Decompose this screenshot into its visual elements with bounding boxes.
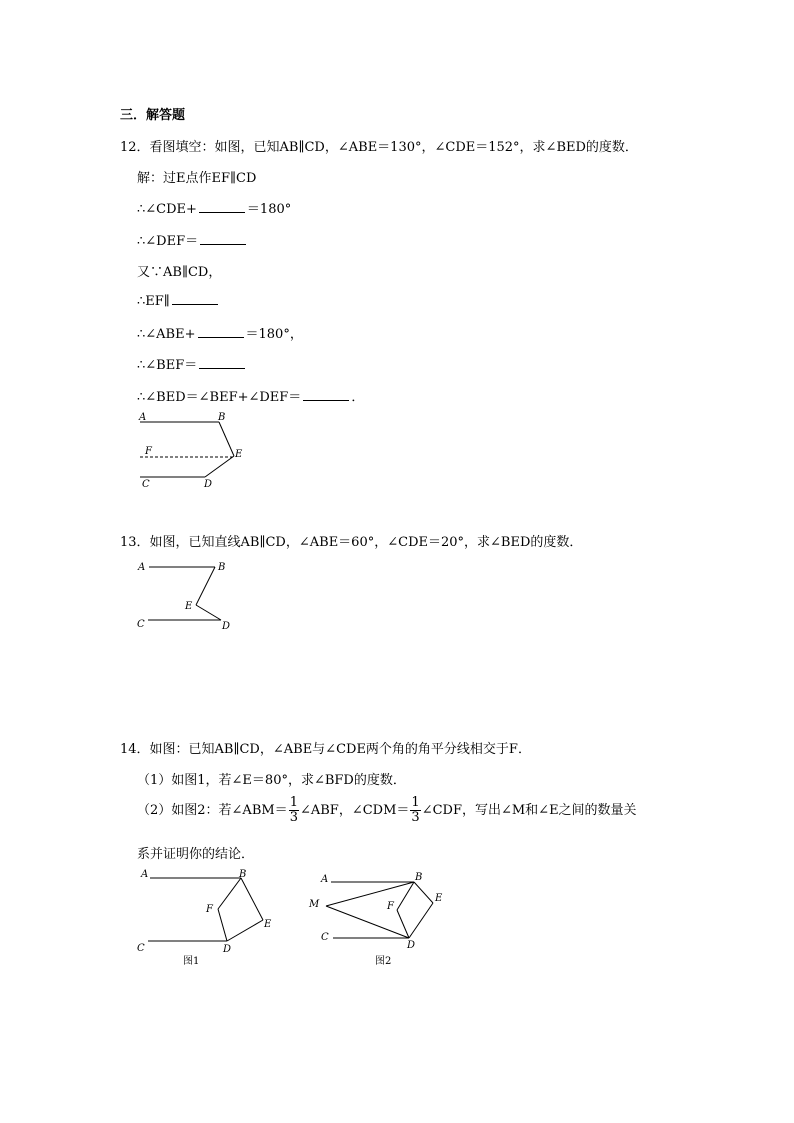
q14-figure-1 [135, 866, 285, 966]
step-text: ∴∠DEF＝ [137, 234, 199, 249]
step-text: ． [351, 390, 365, 405]
step-text: ∴∠CDE+ [137, 202, 197, 217]
label-C: C [321, 932, 329, 943]
answer-blank[interactable] [172, 292, 218, 305]
label-B: B [239, 869, 247, 880]
q12-figure [135, 410, 265, 490]
label-A: A [139, 412, 147, 423]
answer-blank[interactable] [198, 325, 244, 338]
label-B: B [218, 562, 226, 573]
q12-step-1 [137, 198, 291, 217]
label-E: E [435, 893, 443, 904]
step-text: ∴∠BEF＝ [137, 358, 198, 373]
label-E: E [235, 449, 243, 460]
part2-text: ∠ABF，∠CDM＝ [299, 803, 410, 818]
q12-step-7 [137, 386, 364, 405]
q14-part2 [137, 796, 637, 826]
answer-blank[interactable] [303, 388, 349, 401]
label-E: E [264, 919, 272, 930]
q12-solution-intro: 解：过E点作EF∥CD [137, 171, 257, 186]
part2-text: （2）如图2：若∠ABM＝ [137, 803, 288, 818]
step-text: ∴∠BED＝∠BEF+∠DEF＝ [137, 390, 302, 405]
q12-step-4 [137, 292, 220, 309]
step-text: ＝180° [246, 202, 292, 217]
fraction-one-third [410, 796, 420, 825]
label-A: A [138, 562, 146, 573]
answer-blank[interactable] [200, 232, 246, 245]
label-M: M [309, 899, 320, 910]
label-D: D [204, 479, 213, 490]
frac-numerator: 1 [289, 795, 298, 810]
label-D: D [222, 621, 231, 632]
label-C: C [142, 479, 150, 490]
label-C: C [137, 943, 145, 954]
q12-prompt: 12．看图填空：如图，已知AB∥CD，∠ABE＝130°，∠CDE＝152°，求∠BED的度数． [120, 140, 638, 155]
q14-part1: （1）如图1，若∠E＝80°，求∠BFD的度数． [137, 773, 406, 788]
q12-step-3: 又∵AB∥CD， [137, 265, 222, 280]
q13-prompt: 13．如图，已知直线AB∥CD，∠ABE＝60°，∠CDE＝20°，求∠BED的度数． [120, 535, 583, 550]
q12-step-5 [137, 323, 303, 342]
fraction-one-third [289, 796, 299, 825]
part2-text: ∠CDF，写出∠M和∠E之间的数量关 [421, 803, 637, 818]
q14-figure-2 [307, 866, 457, 966]
q14-part2-continued: 系并证明你的结论． [137, 847, 255, 862]
frac-numerator: 1 [411, 795, 420, 810]
answer-blank[interactable] [199, 200, 245, 213]
label-F: F [387, 901, 394, 912]
q12-step-2 [137, 230, 248, 249]
step-text: ∴EF∥ [137, 294, 170, 309]
label-A: A [141, 869, 149, 880]
label-D: D [407, 940, 416, 951]
frac-denominator: 3 [411, 810, 420, 825]
section-title: 三．解答题 [120, 108, 186, 123]
label-F: F [145, 446, 152, 457]
label-A: A [321, 874, 329, 885]
figure-caption: 图2 [375, 956, 392, 967]
step-text: ∴∠ABE+ [137, 327, 196, 342]
q14-prompt: 14．如图：已知AB∥CD，∠ABE与∠CDE两个角的角平分线相交于F． [120, 742, 531, 757]
q13-figure [135, 558, 245, 633]
label-D: D [223, 944, 232, 955]
step-text: ＝180°， [245, 327, 303, 342]
label-B: B [415, 872, 423, 883]
label-C: C [137, 619, 145, 630]
q12-step-6 [137, 354, 247, 373]
label-B: B [218, 412, 226, 423]
frac-denominator: 3 [289, 810, 298, 825]
label-E: E [185, 601, 193, 612]
answer-blank[interactable] [199, 356, 245, 369]
figure-caption: 图1 [183, 956, 200, 967]
label-F: F [206, 904, 213, 915]
